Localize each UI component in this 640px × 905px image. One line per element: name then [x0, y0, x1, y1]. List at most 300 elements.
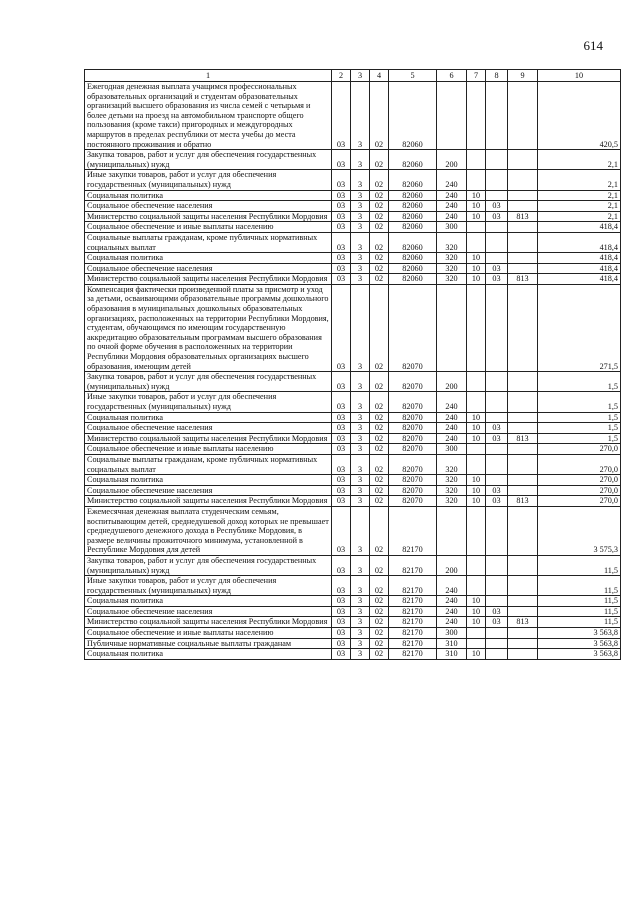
cell-col-7 [467, 232, 486, 252]
row-name-cell: Министерство социальной защиты населения Республики Мордовия [85, 617, 332, 628]
cell-col-4: 02 [370, 444, 389, 455]
cell-col-3: 3 [351, 496, 370, 507]
cell-col-8 [486, 628, 508, 639]
cell-col-7: 10 [467, 617, 486, 628]
column-header: 10 [538, 70, 621, 82]
row-name-cell: Закупка товаров, работ и услуг для обеспечения государственных (муниципальных) нужд [85, 372, 332, 392]
cell-col-4: 02 [370, 433, 389, 444]
table-row [85, 475, 621, 486]
cell-col-5: 82070 [389, 444, 437, 455]
cell-col-9 [508, 232, 538, 252]
cell-col-2: 03 [332, 253, 351, 264]
cell-col-4: 02 [370, 82, 389, 150]
cell-col-8: 03 [486, 617, 508, 628]
cell-col-7: 10 [467, 201, 486, 212]
cell-col-4: 02 [370, 475, 389, 486]
amount-cell: 1,5 [538, 412, 621, 423]
cell-col-6: 320 [437, 274, 467, 285]
cell-col-3: 3 [351, 82, 370, 150]
cell-col-5: 82070 [389, 496, 437, 507]
amount-cell: 1,5 [538, 372, 621, 392]
cell-col-2: 03 [332, 454, 351, 474]
cell-col-8 [486, 638, 508, 649]
cell-col-6: 240 [437, 596, 467, 607]
row-name-cell: Иные закупки товаров, работ и услуг для обеспечения государственных (муниципальных) нужд [85, 392, 332, 412]
cell-col-6: 320 [437, 454, 467, 474]
cell-col-8: 03 [486, 496, 508, 507]
table-row [85, 274, 621, 285]
cell-col-8: 03 [486, 606, 508, 617]
table-row [85, 170, 621, 190]
table-row [85, 82, 621, 150]
cell-col-5: 82170 [389, 606, 437, 617]
cell-col-9 [508, 253, 538, 264]
cell-col-2: 03 [332, 506, 351, 555]
cell-col-5: 82070 [389, 423, 437, 434]
cell-col-4: 02 [370, 454, 389, 474]
table-row [85, 201, 621, 212]
table-row [85, 190, 621, 201]
column-header: 3 [351, 70, 370, 82]
cell-col-3: 3 [351, 190, 370, 201]
cell-col-6: 300 [437, 628, 467, 639]
cell-col-6: 240 [437, 392, 467, 412]
cell-col-9 [508, 190, 538, 201]
row-name-cell: Социальное обеспечение населения [85, 423, 332, 434]
cell-col-5: 82170 [389, 638, 437, 649]
cell-col-7 [467, 454, 486, 474]
cell-col-4: 02 [370, 211, 389, 222]
amount-cell: 3 563,8 [538, 628, 621, 639]
cell-col-3: 3 [351, 433, 370, 444]
cell-col-2: 03 [332, 423, 351, 434]
cell-col-7 [467, 628, 486, 639]
cell-col-2: 03 [332, 372, 351, 392]
table-row [85, 392, 621, 412]
cell-col-3: 3 [351, 506, 370, 555]
cell-col-5: 82070 [389, 392, 437, 412]
cell-col-2: 03 [332, 190, 351, 201]
amount-cell: 418,4 [538, 222, 621, 233]
cell-col-4: 02 [370, 392, 389, 412]
cell-col-6 [437, 82, 467, 150]
row-name-cell: Социальные выплаты гражданам, кроме публичных нормативных социальных выплат [85, 232, 332, 252]
row-name-cell: Социальное обеспечение и иные выплаты населению [85, 444, 332, 455]
cell-col-3: 3 [351, 392, 370, 412]
cell-col-3: 3 [351, 284, 370, 371]
row-name-cell: Социальное обеспечение населения [85, 485, 332, 496]
amount-cell: 418,4 [538, 263, 621, 274]
cell-col-5: 82060 [389, 150, 437, 170]
cell-col-8: 03 [486, 485, 508, 496]
row-name-cell: Социальная политика [85, 649, 332, 660]
table-body [85, 82, 621, 660]
amount-cell: 1,5 [538, 423, 621, 434]
cell-col-3: 3 [351, 628, 370, 639]
cell-col-7 [467, 638, 486, 649]
cell-col-3: 3 [351, 555, 370, 575]
row-name-cell: Иные закупки товаров, работ и услуг для обеспечения государственных (муниципальных) нужд [85, 576, 332, 596]
amount-cell: 3 563,8 [538, 649, 621, 660]
cell-col-6: 240 [437, 423, 467, 434]
cell-col-2: 03 [332, 496, 351, 507]
cell-col-5: 82070 [389, 454, 437, 474]
cell-col-9 [508, 284, 538, 371]
table-row [85, 454, 621, 474]
table-row [85, 617, 621, 628]
cell-col-2: 03 [332, 617, 351, 628]
cell-col-4: 02 [370, 576, 389, 596]
table-row [85, 555, 621, 575]
cell-col-2: 03 [332, 485, 351, 496]
cell-col-2: 03 [332, 444, 351, 455]
cell-col-3: 3 [351, 150, 370, 170]
amount-cell: 2,1 [538, 190, 621, 201]
cell-col-9 [508, 412, 538, 423]
cell-col-5: 82060 [389, 222, 437, 233]
cell-col-3: 3 [351, 454, 370, 474]
cell-col-9 [508, 82, 538, 150]
amount-cell: 3 575,3 [538, 506, 621, 555]
cell-col-7: 10 [467, 253, 486, 264]
cell-col-9 [508, 576, 538, 596]
row-name-cell: Социальное обеспечение и иные выплаты населению [85, 628, 332, 639]
column-header: 5 [389, 70, 437, 82]
table-row [85, 412, 621, 423]
cell-col-9: 813 [508, 211, 538, 222]
cell-col-9 [508, 263, 538, 274]
cell-col-8 [486, 150, 508, 170]
cell-col-8: 03 [486, 201, 508, 212]
cell-col-6: 240 [437, 201, 467, 212]
cell-col-4: 02 [370, 170, 389, 190]
cell-col-6: 240 [437, 211, 467, 222]
cell-col-5: 82060 [389, 170, 437, 190]
table-row [85, 211, 621, 222]
row-name-cell: Социальные выплаты гражданам, кроме публичных нормативных социальных выплат [85, 454, 332, 474]
cell-col-5: 82170 [389, 596, 437, 607]
cell-col-3: 3 [351, 263, 370, 274]
cell-col-3: 3 [351, 649, 370, 660]
cell-col-8: 03 [486, 433, 508, 444]
row-name-cell: Социальная политика [85, 253, 332, 264]
cell-col-9 [508, 649, 538, 660]
cell-col-9 [508, 170, 538, 190]
cell-col-9: 813 [508, 433, 538, 444]
cell-col-9 [508, 606, 538, 617]
cell-col-8 [486, 506, 508, 555]
cell-col-6: 200 [437, 150, 467, 170]
cell-col-7 [467, 555, 486, 575]
cell-col-7: 10 [467, 649, 486, 660]
cell-col-6: 240 [437, 412, 467, 423]
row-name-cell: Закупка товаров, работ и услуг для обеспечения государственных (муниципальных) нужд [85, 150, 332, 170]
cell-col-7 [467, 284, 486, 371]
cell-col-7: 10 [467, 423, 486, 434]
table-row [85, 628, 621, 639]
cell-col-5: 82060 [389, 211, 437, 222]
cell-col-7 [467, 392, 486, 412]
amount-cell: 418,4 [538, 274, 621, 285]
cell-col-8 [486, 372, 508, 392]
cell-col-2: 03 [332, 433, 351, 444]
amount-cell: 2,1 [538, 150, 621, 170]
cell-col-5: 82170 [389, 617, 437, 628]
cell-col-6: 240 [437, 433, 467, 444]
cell-col-4: 02 [370, 638, 389, 649]
cell-col-7: 10 [467, 606, 486, 617]
cell-col-5: 82060 [389, 253, 437, 264]
cell-col-8 [486, 649, 508, 660]
cell-col-3: 3 [351, 485, 370, 496]
cell-col-9 [508, 454, 538, 474]
table-row [85, 253, 621, 264]
cell-col-2: 03 [332, 628, 351, 639]
cell-col-6: 240 [437, 617, 467, 628]
page-number: 614 [583, 38, 603, 53]
amount-cell: 270,0 [538, 454, 621, 474]
cell-col-7 [467, 576, 486, 596]
row-name-cell: Иные закупки товаров, работ и услуг для обеспечения государственных (муниципальных) нужд [85, 170, 332, 190]
cell-col-4: 02 [370, 628, 389, 639]
cell-col-4: 02 [370, 274, 389, 285]
cell-col-6: 300 [437, 222, 467, 233]
cell-col-2: 03 [332, 222, 351, 233]
row-name-cell: Ежемесячная денежная выплата студенческим семьям, воспитывающим детей, среднедушевой доход которых не превышает среднедушевого денежного дохода в Республике Мордовия, в размере величины прожиточного минимума, установленной в Республике Мордовия для детей [85, 506, 332, 555]
cell-col-5: 82170 [389, 628, 437, 639]
cell-col-8 [486, 444, 508, 455]
cell-col-7 [467, 170, 486, 190]
row-name-cell: Социальная политика [85, 412, 332, 423]
cell-col-5: 82070 [389, 412, 437, 423]
cell-col-8: 03 [486, 423, 508, 434]
row-name-cell: Социальное обеспечение и иные выплаты населению [85, 222, 332, 233]
cell-col-9 [508, 372, 538, 392]
cell-col-9 [508, 596, 538, 607]
cell-col-8: 03 [486, 211, 508, 222]
cell-col-7: 10 [467, 263, 486, 274]
cell-col-4: 02 [370, 596, 389, 607]
cell-col-5: 82070 [389, 284, 437, 371]
cell-col-8 [486, 190, 508, 201]
amount-cell: 11,5 [538, 617, 621, 628]
cell-col-5: 82070 [389, 485, 437, 496]
cell-col-8 [486, 170, 508, 190]
row-name-cell: Социальное обеспечение населения [85, 606, 332, 617]
column-header: 9 [508, 70, 538, 82]
cell-col-3: 3 [351, 274, 370, 285]
cell-col-2: 03 [332, 392, 351, 412]
cell-col-3: 3 [351, 253, 370, 264]
row-name-cell: Социальная политика [85, 475, 332, 486]
column-header: 2 [332, 70, 351, 82]
table-row [85, 150, 621, 170]
cell-col-9 [508, 506, 538, 555]
cell-col-9 [508, 423, 538, 434]
cell-col-3: 3 [351, 475, 370, 486]
amount-cell: 270,0 [538, 475, 621, 486]
cell-col-3: 3 [351, 372, 370, 392]
column-header: 7 [467, 70, 486, 82]
table-row [85, 222, 621, 233]
table-row [85, 638, 621, 649]
cell-col-8 [486, 82, 508, 150]
cell-col-4: 02 [370, 222, 389, 233]
cell-col-9 [508, 475, 538, 486]
cell-col-3: 3 [351, 201, 370, 212]
cell-col-5: 82060 [389, 82, 437, 150]
cell-col-3: 3 [351, 412, 370, 423]
row-name-cell: Социальная политика [85, 190, 332, 201]
cell-col-9 [508, 150, 538, 170]
column-header: 8 [486, 70, 508, 82]
cell-col-6: 310 [437, 638, 467, 649]
cell-col-4: 02 [370, 423, 389, 434]
cell-col-8 [486, 232, 508, 252]
cell-col-8 [486, 412, 508, 423]
cell-col-6: 320 [437, 485, 467, 496]
cell-col-3: 3 [351, 638, 370, 649]
cell-col-3: 3 [351, 617, 370, 628]
cell-col-4: 02 [370, 253, 389, 264]
cell-col-7 [467, 444, 486, 455]
cell-col-6: 320 [437, 232, 467, 252]
cell-col-7 [467, 372, 486, 392]
amount-cell: 271,5 [538, 284, 621, 371]
cell-col-8 [486, 253, 508, 264]
cell-col-7: 10 [467, 475, 486, 486]
cell-col-6: 320 [437, 496, 467, 507]
cell-col-5: 82070 [389, 475, 437, 486]
cell-col-6: 240 [437, 576, 467, 596]
cell-col-6: 320 [437, 253, 467, 264]
cell-col-7: 10 [467, 496, 486, 507]
cell-col-4: 02 [370, 496, 389, 507]
cell-col-8 [486, 576, 508, 596]
cell-col-3: 3 [351, 222, 370, 233]
amount-cell: 420,5 [538, 82, 621, 150]
table-row [85, 284, 621, 371]
cell-col-9 [508, 628, 538, 639]
cell-col-3: 3 [351, 444, 370, 455]
amount-cell: 270,0 [538, 485, 621, 496]
row-name-cell: Ежегодная денежная выплата учащимся профессиональных образовательных организаций и студентам образовательных организаций высшего образования из числа семей с четырьмя и более детьми на проезд на автомобильном транспорте общего пользования (кроме такси) пригородных и междугородных маршрутов в пределах республики от места учебы до места постоянного проживания и обратно [85, 82, 332, 150]
amount-cell: 3 563,8 [538, 638, 621, 649]
cell-col-7: 10 [467, 596, 486, 607]
cell-col-2: 03 [332, 555, 351, 575]
cell-col-2: 03 [332, 201, 351, 212]
cell-col-8 [486, 222, 508, 233]
amount-cell: 2,1 [538, 211, 621, 222]
cell-col-3: 3 [351, 170, 370, 190]
cell-col-4: 02 [370, 485, 389, 496]
table-row [85, 444, 621, 455]
cell-col-4: 02 [370, 412, 389, 423]
cell-col-7: 10 [467, 211, 486, 222]
cell-col-6: 310 [437, 649, 467, 660]
amount-cell: 418,4 [538, 253, 621, 264]
cell-col-4: 02 [370, 617, 389, 628]
row-name-cell: Министерство социальной защиты населения Республики Мордовия [85, 433, 332, 444]
table-row [85, 263, 621, 274]
cell-col-5: 82060 [389, 274, 437, 285]
cell-col-2: 03 [332, 606, 351, 617]
table-row [85, 433, 621, 444]
row-name-cell: Министерство социальной защиты населения Республики Мордовия [85, 496, 332, 507]
cell-col-8 [486, 392, 508, 412]
column-header: 4 [370, 70, 389, 82]
amount-cell: 1,5 [538, 433, 621, 444]
cell-col-6: 200 [437, 372, 467, 392]
cell-col-4: 02 [370, 555, 389, 575]
amount-cell: 270,0 [538, 496, 621, 507]
cell-col-5: 82060 [389, 190, 437, 201]
cell-col-9 [508, 638, 538, 649]
cell-col-4: 02 [370, 649, 389, 660]
table-row [85, 496, 621, 507]
row-name-cell: Социальная политика [85, 596, 332, 607]
cell-col-9 [508, 444, 538, 455]
cell-col-7 [467, 82, 486, 150]
cell-col-5: 82060 [389, 201, 437, 212]
row-name-cell: Министерство социальной защиты населения Республики Мордовия [85, 274, 332, 285]
row-name-cell: Компенсация фактически произведенной платы за присмотр и уход за детьми, осваивающими образовательные программы дошкольного образования в муниципальных дошкольных образовательных организациях, расположенных на территории Республики Мордовия, студентам, обучающимся по имеющим государственную аккредитацию образовательным программам высшего образования по очной форме обучения в расположенных на территории Республики Мордовия образовательных организациях высшего образования, имеющим детей [85, 284, 332, 371]
amount-cell: 11,5 [538, 606, 621, 617]
cell-col-6: 300 [437, 444, 467, 455]
header-row [85, 70, 621, 82]
cell-col-5: 82060 [389, 232, 437, 252]
cell-col-2: 03 [332, 82, 351, 150]
cell-col-7 [467, 222, 486, 233]
amount-cell: 270,0 [538, 444, 621, 455]
cell-col-6: 320 [437, 263, 467, 274]
cell-col-7: 10 [467, 485, 486, 496]
cell-col-2: 03 [332, 150, 351, 170]
cell-col-8: 03 [486, 274, 508, 285]
cell-col-2: 03 [332, 170, 351, 190]
cell-col-5: 82070 [389, 372, 437, 392]
cell-col-4: 02 [370, 201, 389, 212]
cell-col-9: 813 [508, 617, 538, 628]
cell-col-9: 813 [508, 496, 538, 507]
cell-col-4: 02 [370, 190, 389, 201]
cell-col-2: 03 [332, 576, 351, 596]
row-name-cell: Социальное обеспечение населения [85, 263, 332, 274]
cell-col-5: 82060 [389, 263, 437, 274]
table-row [85, 576, 621, 596]
table-row [85, 506, 621, 555]
cell-col-6 [437, 506, 467, 555]
cell-col-2: 03 [332, 638, 351, 649]
cell-col-8 [486, 284, 508, 371]
cell-col-2: 03 [332, 274, 351, 285]
table-row [85, 649, 621, 660]
cell-col-7: 10 [467, 190, 486, 201]
cell-col-5: 82170 [389, 576, 437, 596]
cell-col-4: 02 [370, 372, 389, 392]
cell-col-4: 02 [370, 506, 389, 555]
cell-col-6 [437, 284, 467, 371]
cell-col-4: 02 [370, 606, 389, 617]
cell-col-3: 3 [351, 423, 370, 434]
cell-col-9 [508, 222, 538, 233]
cell-col-4: 02 [370, 263, 389, 274]
cell-col-6: 320 [437, 475, 467, 486]
amount-cell: 418,4 [538, 232, 621, 252]
cell-col-3: 3 [351, 576, 370, 596]
budget-table [84, 69, 621, 660]
table-row [85, 485, 621, 496]
